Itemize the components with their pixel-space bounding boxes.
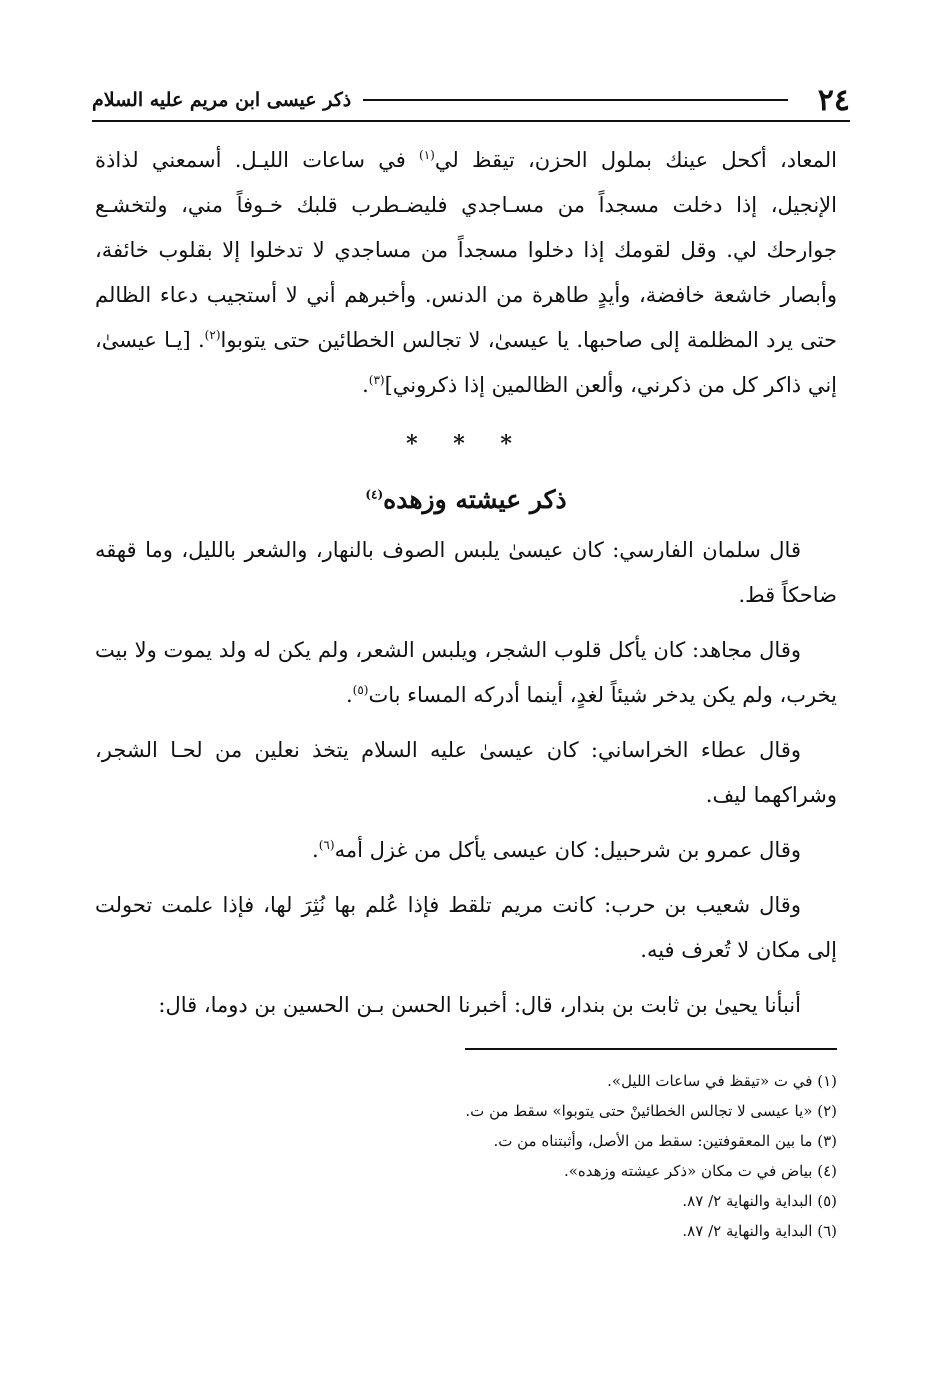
page-header: [92, 80, 850, 122]
footnote-ref-1: (١): [419, 148, 435, 162]
footnote-rule: [465, 1048, 837, 1050]
footnote-4: (٤) بياض في ت مكان «ذكر عيشته وزهده».: [563, 1162, 837, 1180]
footnote-1: (١) في ت «تيقظ في ساعات الليل».: [607, 1072, 837, 1090]
footnote-3: (٣) ما بين المعقوفتين: سقط من الأصل، وأثبتناه من ت.: [493, 1132, 837, 1150]
section-separator: * * *: [406, 431, 526, 457]
header-rule: [363, 99, 788, 101]
text-span: وقال مجاهد: كان يأكل قلوب الشجر، ويلبس الشعر، ولم يكن له ولد يموت ولا بيت يخرب، ولم يكن يدخر شيئاً لغدٍ، أينما أدركه المساء بات: [95, 638, 837, 707]
footnote-ref-5: (٥): [352, 683, 369, 697]
paragraph-shuayb: وقال شعيب بن حرب: كانت مريم تلقط فإذا عُلم بها نُثِرَ لها، فإذا علمت تحولت إلى مكان لا تُعرف فيه.: [95, 893, 837, 962]
footnote-ref-4: (٤): [365, 487, 384, 502]
text-span: وقال عمرو بن شرحبيل: كان عيسى يأكل من غزل أمه: [334, 838, 801, 862]
footnote-5: (٥) البداية والنهاية ٢/ ٨٧.: [682, 1192, 837, 1210]
body-text: [95, 138, 837, 1028]
text-span: في ساعات الليـل. أسمعني لذاذة الإنجيل، إذا دخلت مسجداً من مسـاجدي فليضـطرب قلبك خـوفاً مني، ولتخشـع جوارحك لي. وقل لقومك إذا دخلوا مسجداً من مساجدي لا تدخلوا إلا بقلوب خائفة، وأبصار خاشعة خافضة، وأيدٍ طاهرة من الدنس. وأخبرهم أني لا أستجيب دعاء الظالم حتى يرد المظلمة إلى صاحبها. يا عيسىٰ، لا تجالس الخطائين حتى يتوبوا: [95, 148, 837, 352]
paragraph-amr: [95, 828, 837, 873]
page-number: ٢٤: [817, 82, 850, 118]
paragraph-salman: قال سلمان الفارسي: كان عيسىٰ يلبس الصوف بالنهار، والشعر بالليل، وما قهقه ضاحكاً قط.: [95, 538, 837, 607]
section-heading: [95, 477, 837, 522]
footnote-ref-2: (٢): [204, 328, 221, 342]
text-span: .: [312, 838, 319, 862]
footnote-ref-6: (٦): [318, 838, 335, 852]
text-span: .: [345, 683, 353, 707]
text-span: . [يـا عيسىٰ، إني ذاكر كل من ذكرني، وألعن الظالمين إذا ذكروني]: [95, 328, 837, 397]
text-span: .: [362, 373, 369, 397]
footnote-2: (٢) «يا عيسى لا تجالس الخطائينْ حتى يتوبوا» سقط من ت.: [465, 1102, 837, 1120]
footnote-ref-3: (٣): [368, 373, 385, 387]
footnote-6: (٦) البداية والنهاية ٢/ ٨٧.: [682, 1222, 837, 1240]
heading-text: ذكر عيشته وزهده: [383, 485, 567, 514]
running-title: ذكر عيسى ابن مريم عليه السلام: [92, 89, 352, 111]
paragraph-continuation: [95, 138, 837, 408]
paragraph-ata: وقال عطاء الخراساني: كان عيسىٰ عليه السلام يتخذ نعلين من لحـا الشجر، وشراكهما ليف.: [95, 738, 837, 807]
text-span: المعاد، أكحل عينك بملول الحزن، تيقظ لي: [434, 148, 837, 172]
paragraph-mujahid: [95, 628, 837, 718]
paragraph-anba: أنبأنا يحيىٰ بن ثابت بن بندار، قال: أخبرنا الحسن بـن الحسين بن دوما، قال:: [158, 993, 801, 1017]
footnotes: [95, 1066, 837, 1246]
